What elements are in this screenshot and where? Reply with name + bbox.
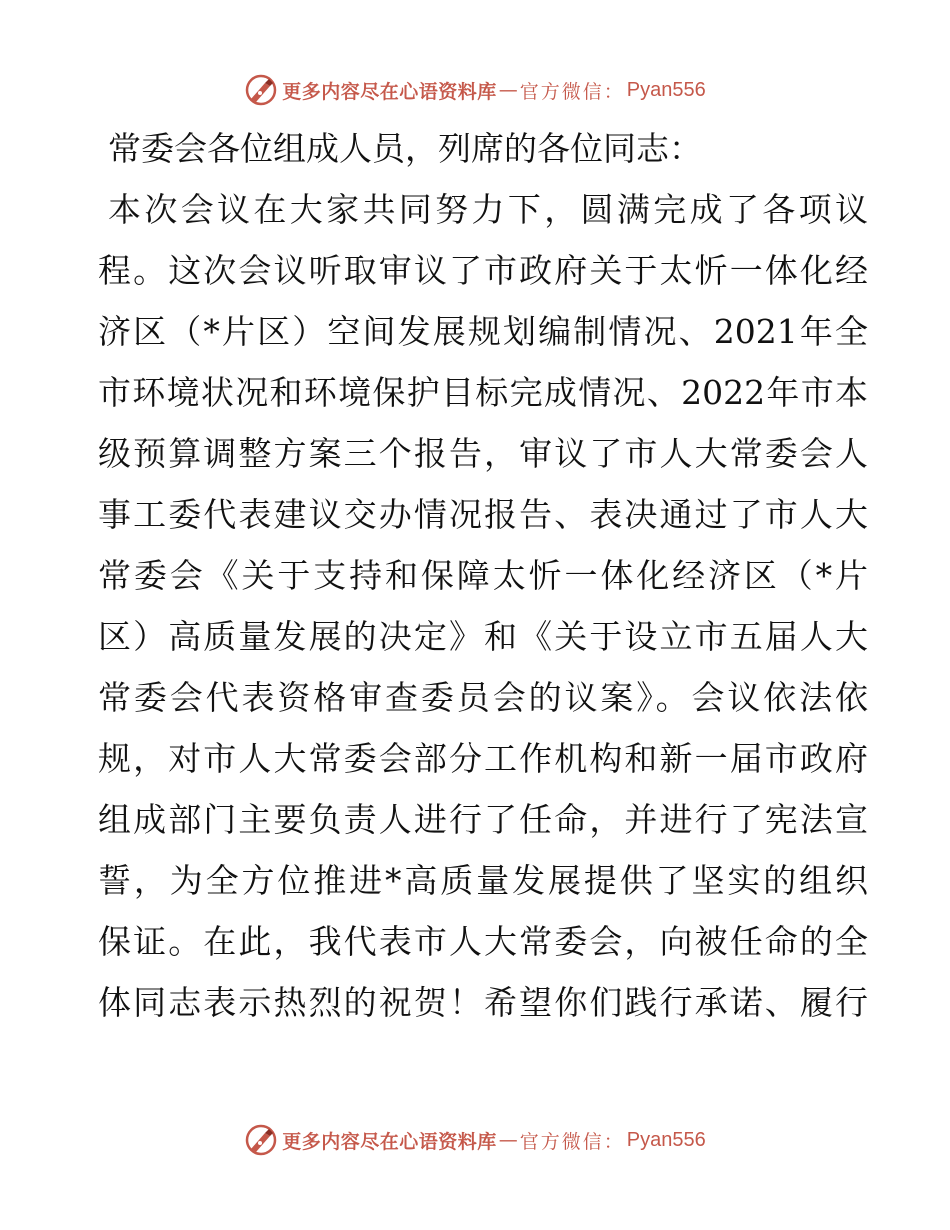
footer-watermark-banner <box>0 1120 950 1160</box>
banner-wechat-id: Pyan556 <box>626 1128 706 1151</box>
banner-dash: — <box>498 79 518 101</box>
paragraph-line: 保证。在此，我代表市人大常委会，向被任命的全 <box>98 922 868 961</box>
header-watermark-banner <box>0 70 950 110</box>
paragraph-line: 规，对市人大常委会部分工作机构和新一届市政府 <box>98 739 868 778</box>
paragraph-line: 组成部门主要负责人进行了任命，并进行了宪法宣 <box>98 800 868 839</box>
pen-nib-logo-icon <box>244 73 278 107</box>
banner-site-name: 更多内容尽在心语资料库 <box>282 1130 497 1153</box>
banner-dash: — <box>498 1129 518 1151</box>
paragraph-line: 程。这次会议听取审议了市政府关于太忻一体化经 <box>98 251 868 290</box>
paragraph-line: 级预算调整方案三个报告，审议了市人大常委会人 <box>98 434 868 473</box>
banner-wechat-id: Pyan556 <box>626 78 706 101</box>
paragraph-line: 常委会代表资格审查委员会的议案》。会议依法依 <box>98 678 868 717</box>
paragraph-line: 区）高质量发展的决定》和《关于设立市五届人大 <box>98 617 868 656</box>
paragraph-line: 常委会《关于支持和保障太忻一体化经济区（*片 <box>98 556 868 595</box>
banner-official-label: 官方微信： <box>519 80 625 103</box>
pen-nib-logo-icon <box>244 1123 278 1157</box>
banner-site-name: 更多内容尽在心语资料库 <box>282 80 497 103</box>
banner-official-label: 官方微信： <box>519 1130 625 1153</box>
paragraph-line: 誓，为全方位推进*高质量发展提供了坚实的组织 <box>98 861 868 900</box>
paragraph-line: 体同志表示热烈的祝贺！希望你们践行承诺、履行 <box>98 983 868 1022</box>
paragraph-line: 事工委代表建议交办情况报告、表决通过了市人大 <box>98 495 868 534</box>
salutation: 常委会各位组成人员，列席的各位同志： <box>108 129 702 168</box>
paragraph-line: 本次会议在大家共同努力下，圆满完成了各项议 <box>108 190 868 229</box>
main-paragraph <box>98 179 868 1033</box>
document-body <box>98 118 868 1033</box>
paragraph-line: 市环境状况和环境保护目标完成情况、2022年市本 <box>98 373 868 412</box>
paragraph-line: 济区（*片区）空间发展规划编制情况、2021年全 <box>98 312 868 351</box>
